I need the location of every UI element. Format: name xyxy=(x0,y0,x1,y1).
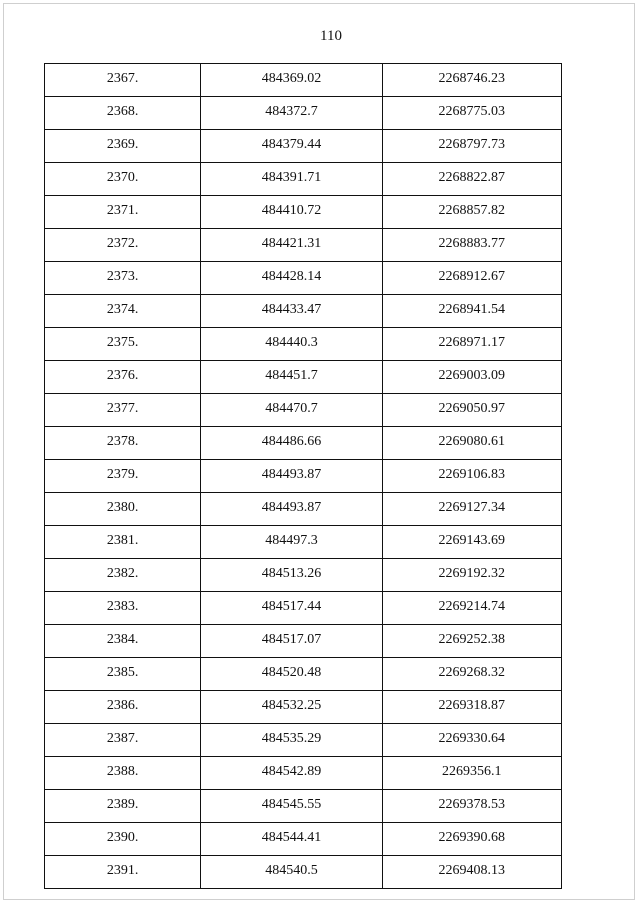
x-coordinate-cell: 484433.47 xyxy=(201,295,382,328)
x-coordinate-cell: 484493.87 xyxy=(201,493,382,526)
y-coordinate-cell: 2269080.61 xyxy=(382,427,561,460)
table-row xyxy=(45,757,562,790)
point-number-cell: 2379. xyxy=(45,460,201,493)
table-row xyxy=(45,196,562,229)
table-row xyxy=(45,394,562,427)
x-coordinate-cell: 484545.55 xyxy=(201,790,382,823)
table-row xyxy=(45,724,562,757)
y-coordinate-cell: 2269378.53 xyxy=(382,790,561,823)
point-number-cell: 2370. xyxy=(45,163,201,196)
table-row xyxy=(45,427,562,460)
point-number-cell: 2383. xyxy=(45,592,201,625)
x-coordinate-cell: 484497.3 xyxy=(201,526,382,559)
y-coordinate-cell: 2269408.13 xyxy=(382,856,561,889)
table-row xyxy=(45,361,562,394)
y-coordinate-cell: 2269356.1 xyxy=(382,757,561,790)
point-number-cell: 2369. xyxy=(45,130,201,163)
point-number-cell: 2389. xyxy=(45,790,201,823)
point-number-cell: 2390. xyxy=(45,823,201,856)
y-coordinate-cell: 2269268.32 xyxy=(382,658,561,691)
point-number-cell: 2385. xyxy=(45,658,201,691)
point-number-cell: 2388. xyxy=(45,757,201,790)
x-coordinate-cell: 484428.14 xyxy=(201,262,382,295)
y-coordinate-cell: 2268941.54 xyxy=(382,295,561,328)
y-coordinate-cell: 2269192.32 xyxy=(382,559,561,592)
table-row xyxy=(45,658,562,691)
table-row xyxy=(45,130,562,163)
table-row xyxy=(45,559,562,592)
x-coordinate-cell: 484369.02 xyxy=(201,64,382,97)
page-number: 110 xyxy=(320,28,342,44)
y-coordinate-cell: 2268797.73 xyxy=(382,130,561,163)
x-coordinate-cell: 484440.3 xyxy=(201,328,382,361)
y-coordinate-cell: 2268775.03 xyxy=(382,97,561,130)
point-number-cell: 2374. xyxy=(45,295,201,328)
x-coordinate-cell: 484542.89 xyxy=(201,757,382,790)
y-coordinate-cell: 2269214.74 xyxy=(382,592,561,625)
point-number-cell: 2377. xyxy=(45,394,201,427)
y-coordinate-cell: 2269330.64 xyxy=(382,724,561,757)
table-row xyxy=(45,295,562,328)
y-coordinate-cell: 2269143.69 xyxy=(382,526,561,559)
point-number-cell: 2372. xyxy=(45,229,201,262)
y-coordinate-cell: 2269390.68 xyxy=(382,823,561,856)
x-coordinate-cell: 484517.44 xyxy=(201,592,382,625)
y-coordinate-cell: 2268822.87 xyxy=(382,163,561,196)
x-coordinate-cell: 484451.7 xyxy=(201,361,382,394)
table-row xyxy=(45,790,562,823)
y-coordinate-cell: 2268971.17 xyxy=(382,328,561,361)
point-number-cell: 2382. xyxy=(45,559,201,592)
table-row xyxy=(45,493,562,526)
table-row xyxy=(45,262,562,295)
point-number-cell: 2381. xyxy=(45,526,201,559)
y-coordinate-cell: 2269106.83 xyxy=(382,460,561,493)
table-row xyxy=(45,64,562,97)
point-number-cell: 2367. xyxy=(45,64,201,97)
x-coordinate-cell: 484421.31 xyxy=(201,229,382,262)
y-coordinate-cell: 2269050.97 xyxy=(382,394,561,427)
point-number-cell: 2375. xyxy=(45,328,201,361)
y-coordinate-cell: 2269003.09 xyxy=(382,361,561,394)
table-row xyxy=(45,625,562,658)
table-row xyxy=(45,823,562,856)
y-coordinate-cell: 2269318.87 xyxy=(382,691,561,724)
point-number-cell: 2386. xyxy=(45,691,201,724)
y-coordinate-cell: 2268912.67 xyxy=(382,262,561,295)
point-number-cell: 2387. xyxy=(45,724,201,757)
x-coordinate-cell: 484379.44 xyxy=(201,130,382,163)
x-coordinate-cell: 484470.7 xyxy=(201,394,382,427)
x-coordinate-cell: 484486.66 xyxy=(201,427,382,460)
table-row xyxy=(45,691,562,724)
x-coordinate-cell: 484544.41 xyxy=(201,823,382,856)
x-coordinate-cell: 484372.7 xyxy=(201,97,382,130)
x-coordinate-cell: 484493.87 xyxy=(201,460,382,493)
x-coordinate-cell: 484535.29 xyxy=(201,724,382,757)
table-row xyxy=(45,526,562,559)
point-number-cell: 2380. xyxy=(45,493,201,526)
coordinates-table xyxy=(44,63,562,889)
table-row xyxy=(45,856,562,889)
x-coordinate-cell: 484517.07 xyxy=(201,625,382,658)
table-row xyxy=(45,460,562,493)
x-coordinate-cell: 484410.72 xyxy=(201,196,382,229)
table-row xyxy=(45,229,562,262)
y-coordinate-cell: 2268857.82 xyxy=(382,196,561,229)
x-coordinate-cell: 484520.48 xyxy=(201,658,382,691)
point-number-cell: 2391. xyxy=(45,856,201,889)
point-number-cell: 2384. xyxy=(45,625,201,658)
y-coordinate-cell: 2268883.77 xyxy=(382,229,561,262)
coordinates-table-body xyxy=(45,64,562,889)
y-coordinate-cell: 2269252.38 xyxy=(382,625,561,658)
table-row xyxy=(45,328,562,361)
point-number-cell: 2368. xyxy=(45,97,201,130)
table-row xyxy=(45,97,562,130)
x-coordinate-cell: 484513.26 xyxy=(201,559,382,592)
x-coordinate-cell: 484532.25 xyxy=(201,691,382,724)
point-number-cell: 2373. xyxy=(45,262,201,295)
point-number-cell: 2371. xyxy=(45,196,201,229)
table-row xyxy=(45,592,562,625)
point-number-cell: 2376. xyxy=(45,361,201,394)
y-coordinate-cell: 2268746.23 xyxy=(382,64,561,97)
x-coordinate-cell: 484540.5 xyxy=(201,856,382,889)
y-coordinate-cell: 2269127.34 xyxy=(382,493,561,526)
x-coordinate-cell: 484391.71 xyxy=(201,163,382,196)
point-number-cell: 2378. xyxy=(45,427,201,460)
table-row xyxy=(45,163,562,196)
